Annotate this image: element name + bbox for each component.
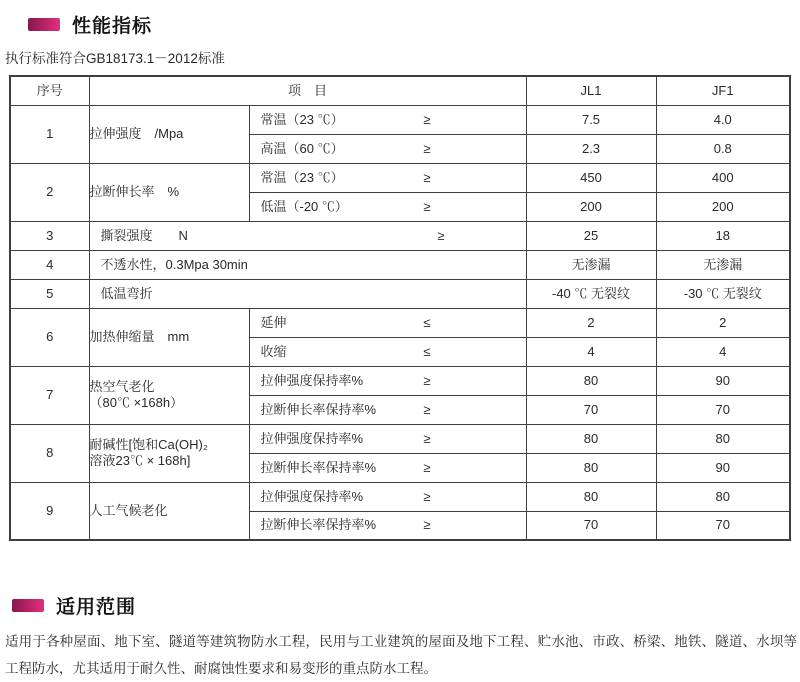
- table-row: [10, 366, 790, 395]
- cell-item-merged: [89, 250, 526, 279]
- cell-value-jf1: 400: [656, 163, 790, 192]
- comparator-symbol: ≤: [423, 314, 431, 330]
- cell-seq: 9: [10, 482, 89, 540]
- cell-value-jf1: 70: [656, 395, 790, 424]
- condition-label: 低温（-20 ℃）: [260, 198, 348, 214]
- cell-value-jl1: 25: [526, 221, 656, 250]
- cell-seq: 3: [10, 221, 89, 250]
- cell-value-jf1: 无渗漏: [656, 250, 790, 279]
- cell-seq: 5: [10, 279, 89, 308]
- cell-value-jf1: 18: [656, 221, 790, 250]
- cell-seq: 4: [10, 250, 89, 279]
- cell-item: [89, 424, 249, 482]
- cell-value-jl1: 80: [526, 424, 656, 453]
- table-header-row: [10, 76, 790, 105]
- condition-label: 常温（23 ℃）: [260, 169, 344, 185]
- comparator-symbol: ≤: [423, 343, 431, 359]
- cell-item: [89, 366, 249, 424]
- cell-condition: [249, 366, 526, 395]
- cell-value-jl1: 70: [526, 511, 656, 540]
- condition-label: 高温（60 ℃）: [260, 140, 344, 156]
- accent-bar-icon: [28, 18, 60, 31]
- cell-value-jl1: 7.5: [526, 105, 656, 134]
- cell-value-jl1: 4: [526, 337, 656, 366]
- cell-seq: 8: [10, 424, 89, 482]
- condition-label: 拉伸强度保持率%: [260, 488, 364, 504]
- cell-value-jl1: -40 ℃ 无裂纹: [526, 279, 656, 308]
- scope-section-header: [12, 592, 800, 619]
- item-label: 撕裂强度 N: [100, 227, 188, 243]
- cell-value-jl1: 2: [526, 308, 656, 337]
- scope-section-title: 适用范围: [56, 597, 137, 618]
- cell-condition: [249, 163, 526, 192]
- table-row: [10, 105, 790, 134]
- cell-value-jf1: 2: [656, 308, 790, 337]
- item-line1: 热空气老化: [89, 379, 155, 394]
- condition-label: 拉伸强度保持率%: [260, 430, 364, 446]
- comparator-symbol: ≥: [437, 227, 445, 243]
- header-item: 项 目: [89, 76, 526, 105]
- cell-value-jf1: 80: [656, 424, 790, 453]
- comparator-symbol: ≥: [423, 517, 431, 533]
- cell-item: 人工气候老化: [89, 482, 249, 540]
- condition-label: 延伸: [260, 314, 287, 330]
- table-row: [10, 250, 790, 279]
- cell-value-jf1: 70: [656, 511, 790, 540]
- comparator-symbol: ≥: [423, 198, 431, 214]
- cell-condition: [249, 134, 526, 163]
- cell-value-jf1: 90: [656, 366, 790, 395]
- performance-section-title: 性能指标: [72, 16, 153, 37]
- comparator-symbol: ≥: [423, 169, 431, 185]
- cell-value-jl1: 80: [526, 453, 656, 482]
- comparator-symbol: ≥: [423, 459, 431, 475]
- comparator-symbol: ≥: [423, 111, 431, 127]
- accent-bar-icon: [12, 599, 44, 612]
- table-row: [10, 308, 790, 337]
- standard-note: 执行标准符合GB18173.1－2012标准: [5, 51, 225, 66]
- cell-condition: [249, 424, 526, 453]
- comparator-symbol: ≥: [423, 430, 431, 446]
- cell-value-jl1: 80: [526, 366, 656, 395]
- comparator-symbol: ≥: [423, 401, 431, 417]
- cell-condition: [249, 308, 526, 337]
- item-line2: 溶液23℃ × 168h]: [89, 453, 191, 468]
- condition-label: 拉伸强度保持率%: [260, 372, 364, 388]
- condition-label: 收缩: [260, 343, 287, 359]
- condition-label: 拉断伸长率保持率%: [260, 517, 377, 533]
- cell-value-jf1: 200: [656, 192, 790, 221]
- performance-section-header: [28, 11, 800, 38]
- item-line2: （80℃ ×168h）: [89, 395, 184, 410]
- cell-item: 加热伸缩量 mm: [89, 308, 249, 366]
- header-jl1: JL1: [526, 76, 656, 105]
- cell-value-jf1: 4.0: [656, 105, 790, 134]
- cell-condition: [249, 337, 526, 366]
- cell-value-jf1: -30 ℃ 无裂纹: [656, 279, 790, 308]
- scope-paragraph: 适用于各种屋面、地下室、隧道等建筑物防水工程，民用与工业建筑的屋面及地下工程、贮水池、市政、桥梁、地铁、隧道、水坝等工程防水，尤其适用于耐久性、耐腐蚀性要求和易变形的重点防水工程。: [5, 634, 797, 676]
- comparator-symbol: ≥: [423, 140, 431, 156]
- cell-condition: [249, 395, 526, 424]
- cell-condition: [249, 192, 526, 221]
- cell-seq: 6: [10, 308, 89, 366]
- cell-item-merged: [89, 279, 526, 308]
- performance-table: [9, 75, 791, 541]
- cell-value-jf1: 0.8: [656, 134, 790, 163]
- header-seq: 序号: [10, 76, 89, 105]
- cell-value-jl1: 200: [526, 192, 656, 221]
- cell-value-jl1: 2.3: [526, 134, 656, 163]
- cell-seq: 2: [10, 163, 89, 221]
- cell-value-jl1: 70: [526, 395, 656, 424]
- cell-item-merged: [89, 221, 526, 250]
- item-label: 不透水性，0.3Mpa 30min: [100, 256, 248, 272]
- table-row: [10, 279, 790, 308]
- cell-condition: [249, 105, 526, 134]
- condition-label: 拉断伸长率保持率%: [260, 459, 377, 475]
- cell-seq: 7: [10, 366, 89, 424]
- table-row: [10, 163, 790, 192]
- condition-label: 常温（23 ℃）: [260, 111, 344, 127]
- cell-value-jf1: 4: [656, 337, 790, 366]
- cell-value-jl1: 无渗漏: [526, 250, 656, 279]
- document-page: [0, 11, 800, 676]
- cell-item: 拉伸强度 /Mpa: [89, 105, 249, 163]
- header-jf1: JF1: [656, 76, 790, 105]
- table-row: [10, 424, 790, 453]
- cell-seq: 1: [10, 105, 89, 163]
- cell-item: 拉断伸长率 %: [89, 163, 249, 221]
- table-row: [10, 482, 790, 511]
- cell-value-jl1: 450: [526, 163, 656, 192]
- comparator-symbol: ≥: [423, 372, 431, 388]
- condition-label: 拉断伸长率保持率%: [260, 401, 377, 417]
- cell-condition: [249, 482, 526, 511]
- item-line1: 耐碱性[饱和Ca(OH)₂: [89, 437, 208, 452]
- cell-condition: [249, 511, 526, 540]
- item-label: 低温弯折: [100, 285, 153, 301]
- cell-condition: [249, 453, 526, 482]
- cell-value-jl1: 80: [526, 482, 656, 511]
- comparator-symbol: ≥: [423, 488, 431, 504]
- table-row: [10, 221, 790, 250]
- cell-value-jf1: 90: [656, 453, 790, 482]
- cell-value-jf1: 80: [656, 482, 790, 511]
